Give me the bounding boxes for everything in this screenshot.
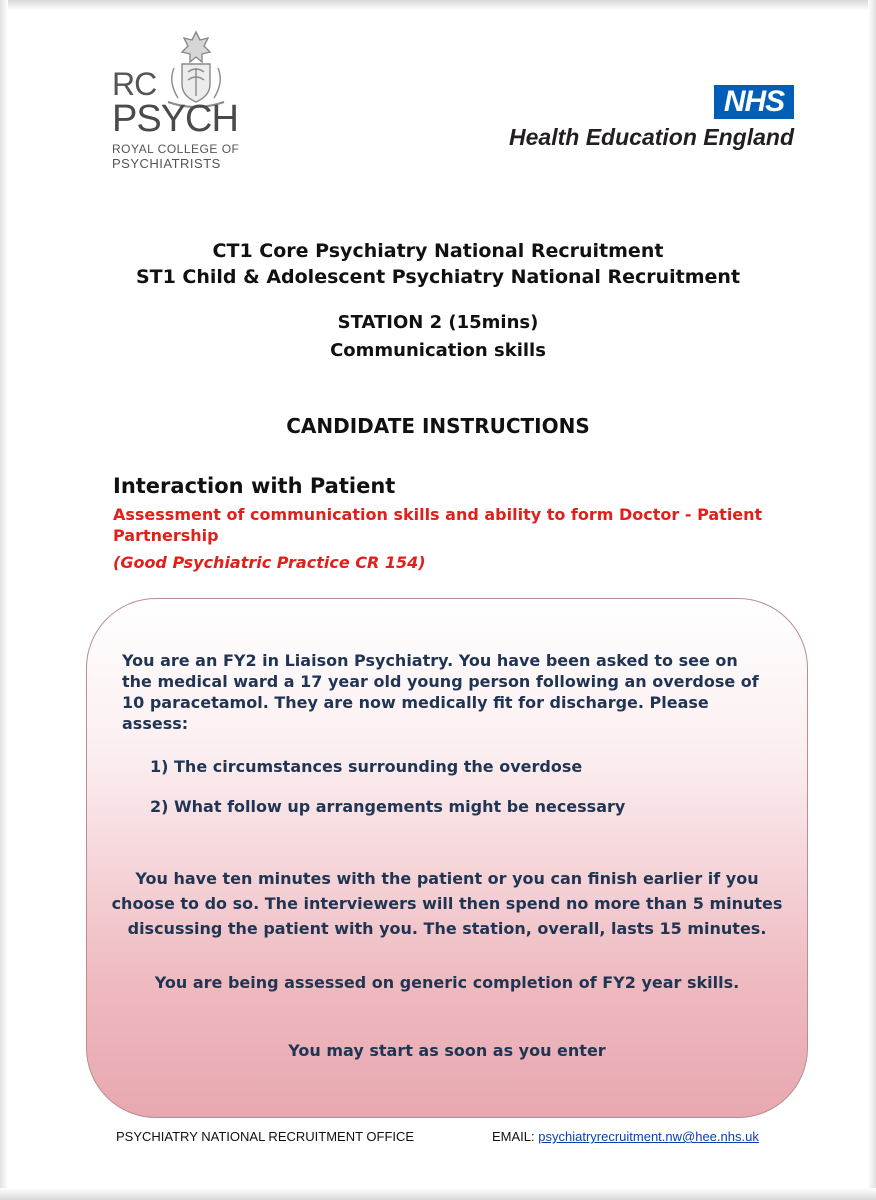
rcpsych-logo: [112, 28, 240, 171]
email-link[interactable]: psychiatryrecruitment.nw@hee.nhs.uk: [538, 1129, 759, 1144]
page-edge-left: [0, 0, 8, 1200]
page-edge-right: [868, 0, 876, 1200]
rcpsych-subtitle-2: PSYCHIATRISTS: [112, 156, 221, 171]
section-title: Interaction with Patient: [113, 474, 396, 498]
rcpsych-psych: PSYCH: [112, 98, 238, 140]
task-item: 1) The circumstances surrounding the overdose: [150, 757, 583, 776]
practice-reference: (Good Psychiatric Practice CR 154): [113, 553, 426, 572]
timing-note: You have ten minutes with the patient or you can finish earlier if you choose to do so. The interviewers will then spend no more than 5 minutes discussing the patient with you. The station, overall, lasts 15 minutes.: [111, 869, 783, 938]
title-line-2: ST1 Child & Adolescent Psychiatry National Recruitment: [135, 266, 741, 288]
station-topic: Communication skills: [330, 340, 546, 361]
nhs-organisation: Health Education England: [509, 124, 794, 150]
footer-email: [492, 1128, 759, 1146]
rcpsych-subtitle-1: ROYAL COLLEGE OF: [112, 142, 240, 156]
scenario-intro: You are an FY2 in Liaison Psychiatry. You have been asked to see on the medical ward a 17 year old young person following an overdose of 10 paracetamol. They are now medically fit for discharge. Please assess:: [122, 651, 759, 733]
assessment-note: You are being assessed on generic completion of FY2 year skills.: [154, 973, 740, 992]
footer-email-label: EMAIL:: [492, 1129, 535, 1144]
title-line-1: CT1 Core Psychiatry National Recruitment: [212, 240, 664, 262]
page-edge-bottom: [0, 1188, 876, 1200]
start-note: You may start as soon as you enter: [288, 1041, 606, 1060]
station-label: STATION 2 (15mins): [337, 312, 539, 333]
task-item: 2) What follow up arrangements might be necessary: [150, 797, 626, 816]
rcpsych-rc: RC: [112, 66, 157, 102]
page-edge-top: [0, 0, 876, 10]
assessment-description: Assessment of communication skills and ability to form Doctor - Patient Partnership: [113, 505, 763, 545]
nhs-badge: NHS: [714, 85, 794, 119]
instructions-heading: CANDIDATE INSTRUCTIONS: [286, 414, 590, 438]
nhs-hee-logo: [480, 85, 800, 155]
footer-office: PSYCHIATRY NATIONAL RECRUITMENT OFFICE: [116, 1129, 415, 1144]
crest-icon: [162, 28, 230, 108]
